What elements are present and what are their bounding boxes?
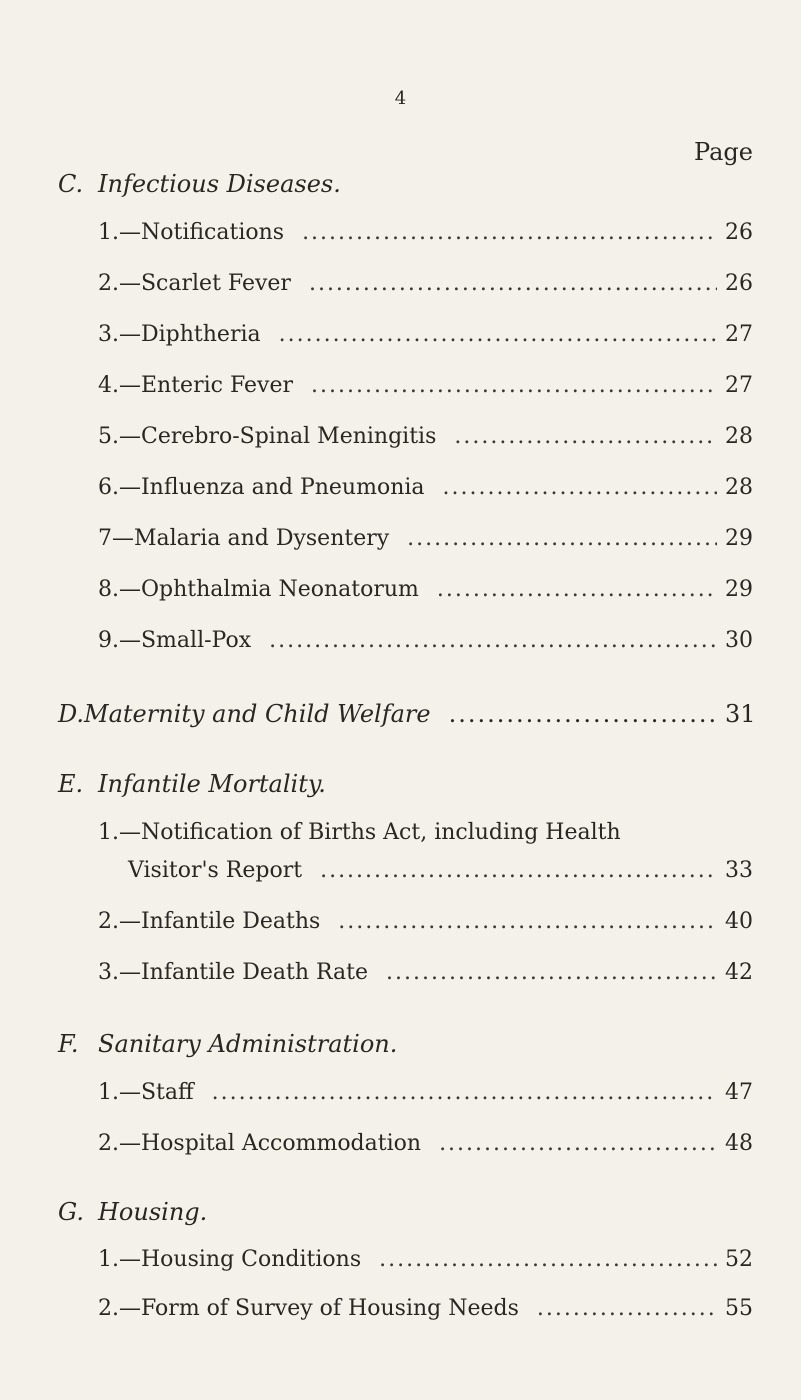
section-d-entry <box>58 700 756 728</box>
toc-entry <box>98 1080 753 1105</box>
section-f-heading <box>58 1030 397 1058</box>
toc-entry <box>98 220 753 245</box>
leader-dots <box>320 858 717 883</box>
toc-entry <box>98 271 753 296</box>
leader-dots <box>437 577 717 602</box>
leader-dots <box>386 960 717 985</box>
section-g-heading <box>58 1198 207 1226</box>
toc-entry <box>98 577 753 602</box>
toc-entry <box>128 858 753 883</box>
leader-dots <box>537 1296 717 1321</box>
leader-dots <box>379 1247 717 1272</box>
toc-entry <box>98 1131 753 1156</box>
entry-label: 2.—Scarlet Fever <box>98 271 291 296</box>
entry-label: 1.—Notifications <box>98 220 285 245</box>
entry-label: 9.—Small-Pox <box>98 628 252 653</box>
section-c-heading <box>58 170 341 198</box>
section-e-heading <box>58 770 326 798</box>
toc-entry <box>98 909 753 934</box>
leader-dots <box>311 373 717 398</box>
entry-page: 28 <box>725 424 753 449</box>
toc-entry <box>98 424 753 449</box>
toc-entry <box>98 960 753 985</box>
entry-label: 1.—Staff <box>98 1080 194 1105</box>
section-letter: D. <box>58 700 85 728</box>
leader-dots <box>443 475 717 500</box>
toc-entry <box>98 526 753 551</box>
entry-label: 4.—Enteric Fever <box>98 373 293 398</box>
entry-page: 29 <box>725 577 753 602</box>
toc-entry <box>98 475 753 500</box>
entry-page: 26 <box>725 220 753 245</box>
toc-entry <box>98 628 753 653</box>
entry-page: 30 <box>725 628 753 653</box>
entry-page: 27 <box>725 373 753 398</box>
entry-label: 7—Malaria and Dysentery <box>98 526 390 551</box>
section-title: Maternity and Child Welfare <box>84 700 431 728</box>
entry-page: 26 <box>725 271 753 296</box>
leader-dots <box>407 526 717 551</box>
entry-label: 3.—Infantile Death Rate <box>98 960 369 985</box>
leader-dots <box>439 1131 717 1156</box>
entry-page: 28 <box>725 475 753 500</box>
toc-entry <box>98 1247 753 1272</box>
entry-page: 52 <box>725 1247 753 1272</box>
leader-dots <box>338 909 717 934</box>
entry-page: 31 <box>725 700 756 728</box>
entry-page: 42 <box>725 960 753 985</box>
toc-entry <box>98 373 753 398</box>
entry-page: 40 <box>725 909 753 934</box>
leader-dots <box>309 271 717 296</box>
leader-dots <box>212 1080 717 1105</box>
entry-label: 6.—Influenza and Pneumonia <box>98 475 425 500</box>
entry-label: 8.—Ophthalmia Neonatorum <box>98 577 419 602</box>
section-title: Sanitary Administration. <box>98 1030 398 1058</box>
section-title: Housing. <box>98 1198 208 1226</box>
entry-label: 5.—Cerebro-Spinal Meningitis <box>98 424 437 449</box>
section-letter: F. <box>58 1030 79 1058</box>
entry-label: 2.—Hospital Accommodation <box>98 1131 422 1156</box>
entry-page: 33 <box>725 858 753 883</box>
section-title: Infantile Mortality. <box>98 770 326 798</box>
entry-label: 2.—Infantile Deaths <box>98 909 321 934</box>
entry-page: 47 <box>725 1080 753 1105</box>
section-letter: E. <box>58 770 84 798</box>
leader-dots <box>302 220 717 245</box>
section-letter: C. <box>58 170 84 198</box>
section-title: Infectious Diseases. <box>98 170 341 198</box>
leader-dots <box>279 322 717 347</box>
entry-label: 2.—Form of Survey of Housing Needs <box>98 1296 519 1321</box>
entry-label-line2: Visitor's Report <box>128 858 303 883</box>
page-number: 4 <box>394 88 407 109</box>
leader-dots <box>269 628 717 653</box>
leader-dots <box>454 424 717 449</box>
entry-label: 1.—Housing Conditions <box>98 1247 362 1272</box>
entry-page: 55 <box>725 1296 753 1321</box>
entry-page: 27 <box>725 322 753 347</box>
leader-dots <box>449 700 717 728</box>
section-letter: G. <box>58 1198 84 1226</box>
page-column-label: Page <box>694 138 753 166</box>
toc-entry <box>98 1296 753 1321</box>
entry-label: 3.—Diphtheria <box>98 322 261 347</box>
toc-entry <box>98 322 753 347</box>
entry-label-line1: 1.—Notification of Births Act, including Health <box>98 820 621 845</box>
entry-page: 29 <box>725 526 753 551</box>
entry-page: 48 <box>725 1131 753 1156</box>
